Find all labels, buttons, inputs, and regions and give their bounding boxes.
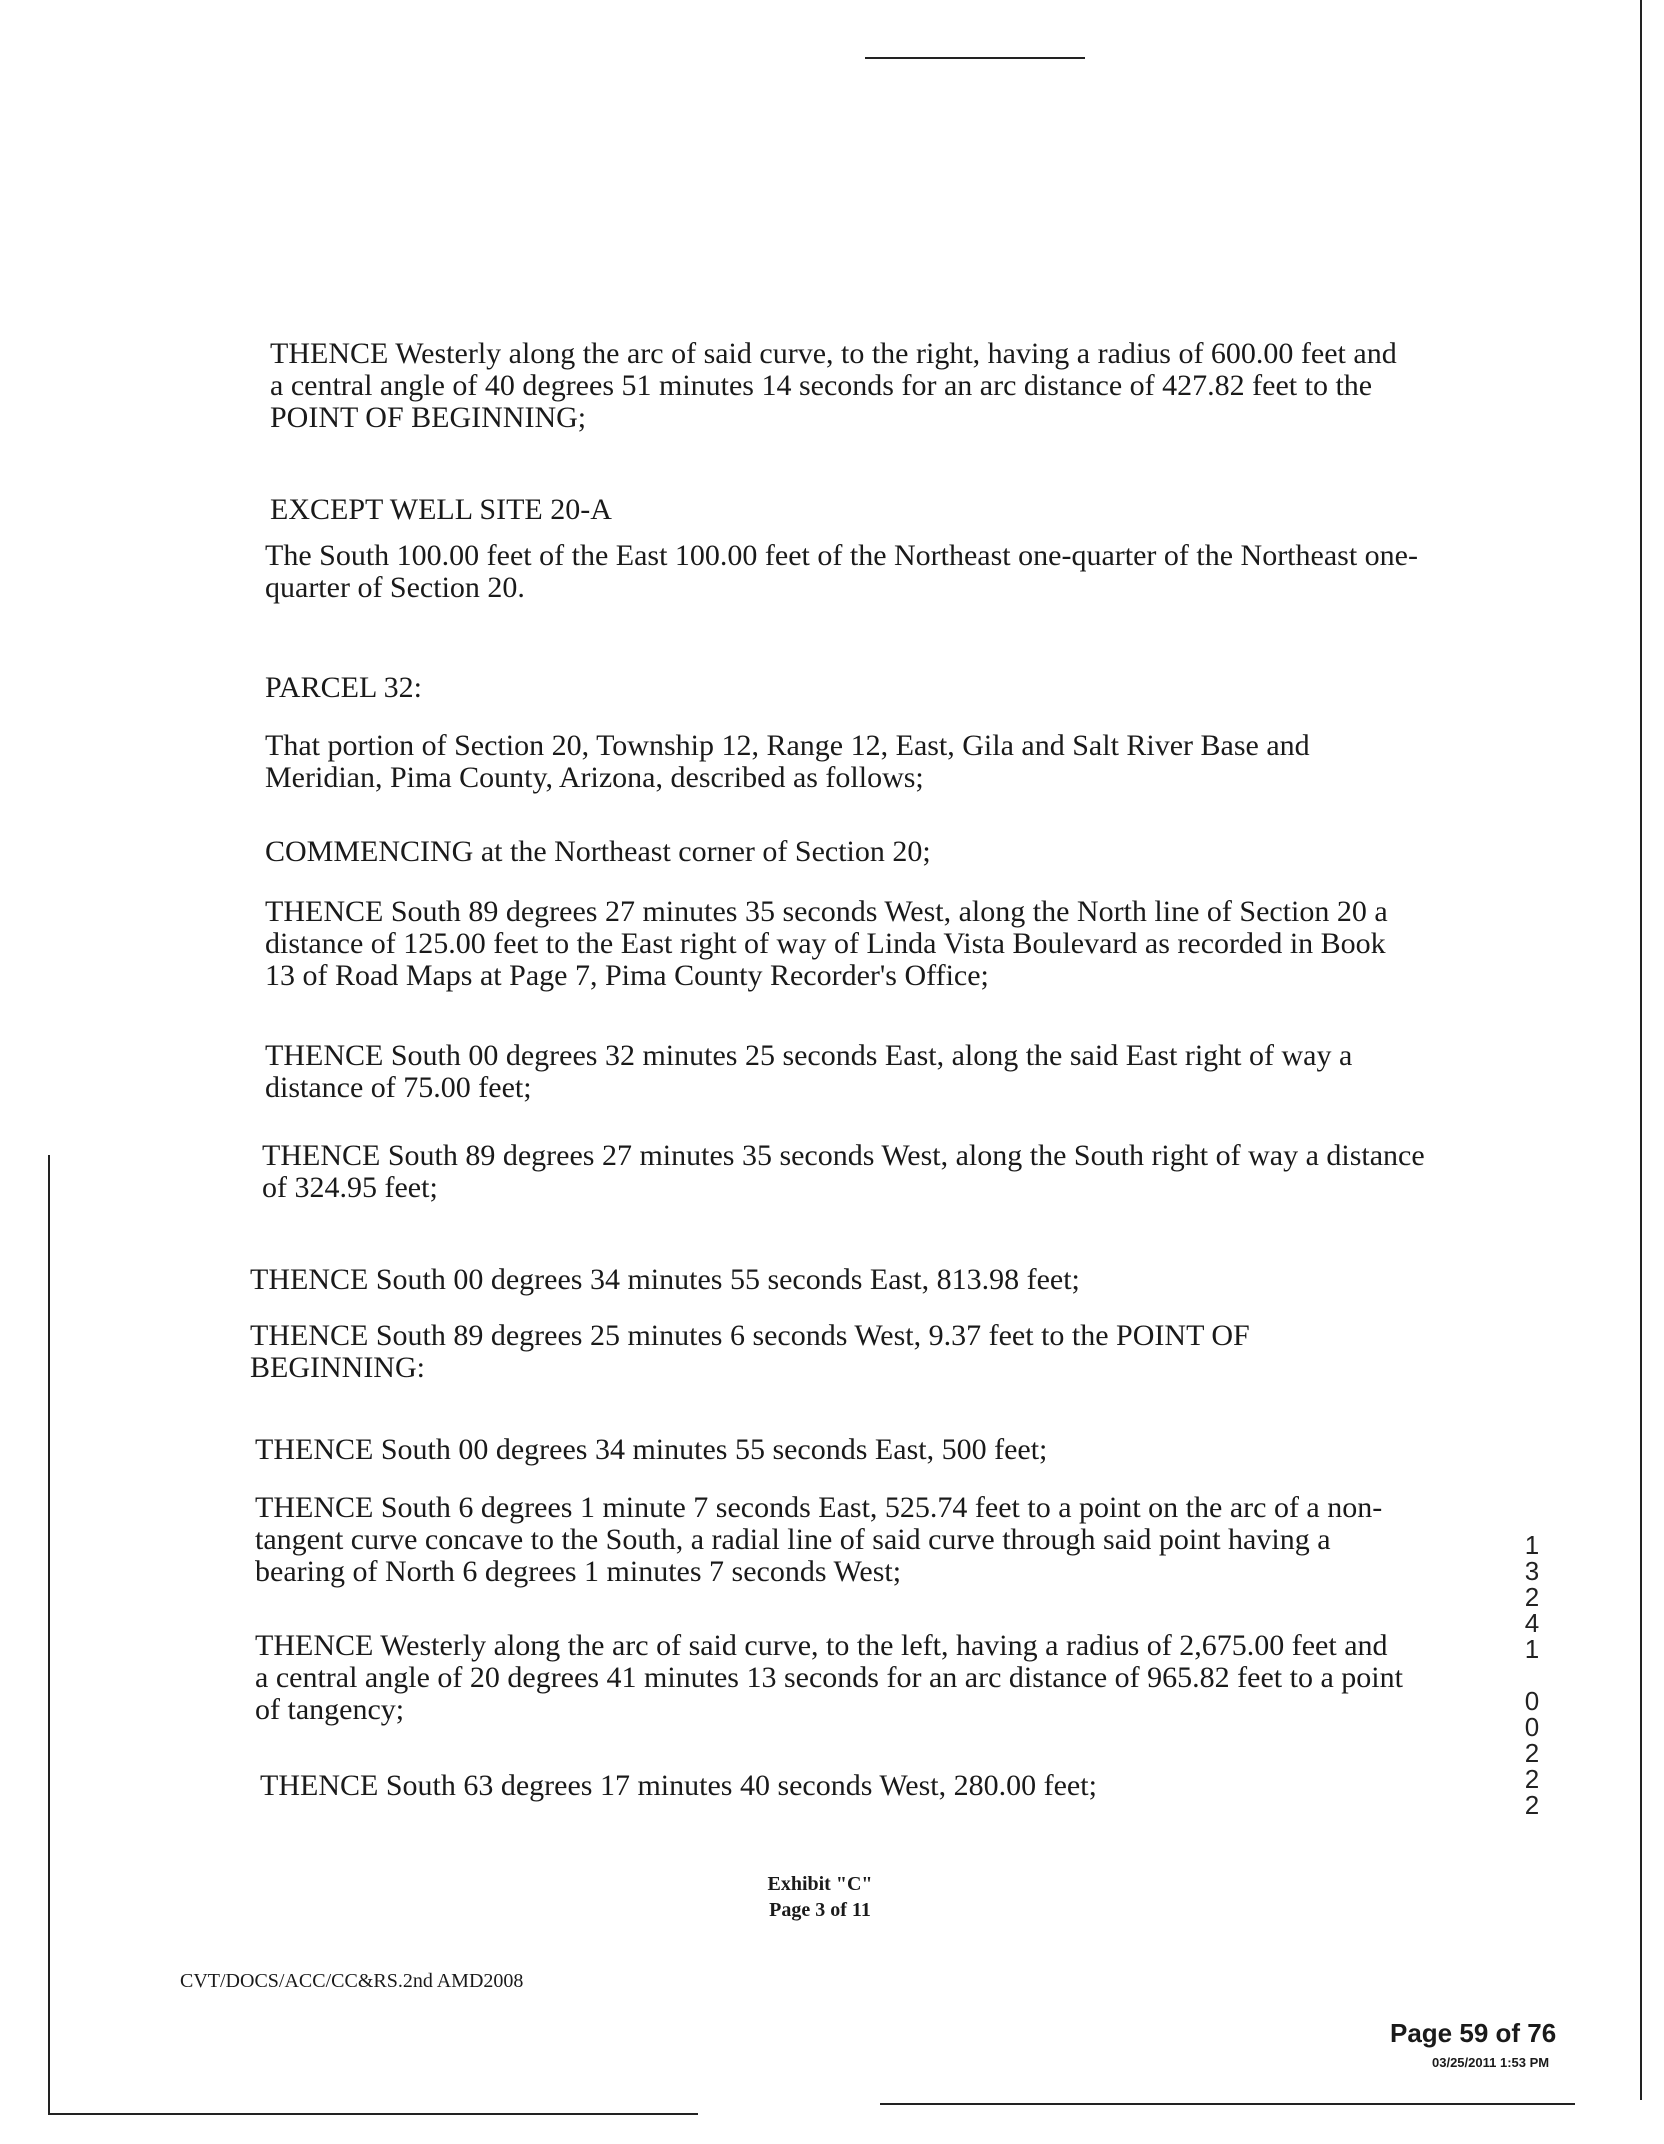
legal-paragraph [270,338,1400,434]
right-page-edge [1640,0,1642,2100]
text-line: The South 100.00 feet of the East 100.00 feet of the Northeast one-quarter of the Northeast one- [265,539,1418,572]
legal-paragraph: COMMENCING at the Northeast corner of Section 20; [265,835,931,868]
timestamp: 03/25/2011 1:53 PM [1432,2055,1550,2070]
bottom-rule-left [48,2113,698,2115]
legal-paragraph [265,896,1400,992]
text-line: Meridian, Pima County, Arizona, described as follows; [265,761,924,794]
text-line: BEGINNING: [250,1351,425,1384]
text-line: THENCE Westerly along the arc of said curve, to the right, having a radius of 600.00 feet and [270,337,1397,370]
text-line: THENCE South 00 degrees 32 minutes 25 seconds East, along the said East right of way a [265,1039,1353,1072]
text-line: THENCE Westerly along the arc of said curve, to the left, having a radius of 2,675.00 feet and [255,1629,1388,1662]
text-line: bearing of North 6 degrees 1 minutes 7 seconds West; [255,1555,902,1588]
text-line: quarter of Section 20. [265,571,525,604]
legal-paragraph [250,1320,1400,1384]
text-line: THENCE South 89 degrees 27 minutes 35 seconds West, along the North line of Section 20 a [265,895,1388,928]
legal-paragraph [265,1040,1400,1104]
text-line: THENCE South 6 degrees 1 minute 7 seconds East, 525.74 feet to a point on the arc of a non- [255,1491,1383,1524]
exhibit-page-label: Page 3 of 11 [769,1899,871,1921]
top-scan-line [865,57,1085,59]
left-scan-mark [48,1155,50,2115]
text-line: That portion of Section 20, Township 12, Range 12, East, Gila and Salt River Base and [265,729,1310,762]
legal-paragraph [262,1139,1425,1204]
text-line: THENCE South 89 degrees 27 minutes 35 seconds West, along the South right of way a distance [262,1139,1425,1172]
text-line: a central angle of 20 degrees 41 minutes 13 seconds for an arc distance of 965.82 feet to a point [255,1661,1403,1694]
legal-paragraph [265,730,1400,794]
legal-paragraph [255,1492,1400,1588]
legal-paragraph: THENCE South 00 degrees 34 minutes 55 seconds East, 813.98 feet; [250,1263,1080,1296]
text-line: 13 of Road Maps at Page 7, Pima County Recorder's Office; [265,959,989,992]
page-number: Page 59 of 76 [1390,2018,1557,2048]
text-line: distance of 125.00 feet to the East right of way of Linda Vista Boulevard as recorded in Book [265,927,1386,960]
text-line: of tangency; [255,1693,405,1726]
legal-paragraph: THENCE South 63 degrees 17 minutes 40 seconds West, 280.00 feet; [260,1769,1097,1802]
section-heading: EXCEPT WELL SITE 20-A [270,493,612,526]
text-line: THENCE South 89 degrees 25 minutes 6 seconds West, 9.37 feet to the POINT OF [250,1319,1250,1352]
text-line: a central angle of 40 degrees 51 minutes 14 seconds for an arc distance of 427.82 feet to the [270,369,1373,402]
text-line: tangent curve concave to the South, a radial line of said curve through said point having a [255,1523,1331,1556]
text-line: POINT OF BEGINNING; [270,401,587,434]
exhibit-label: Exhibit "C" [767,1873,873,1895]
legal-paragraph [255,1629,1403,1726]
bottom-rule-right [880,2103,1575,2105]
margin-recording-number: 1 3 2 4 1 0 0 2 2 2 [1524,1530,1540,1820]
legal-paragraph [265,539,1418,604]
legal-paragraph: THENCE South 00 degrees 34 minutes 55 seconds East, 500 feet; [255,1433,1048,1466]
parcel-heading: PARCEL 32: [265,671,422,704]
text-line: of 324.95 feet; [262,1171,438,1204]
text-line: distance of 75.00 feet; [265,1071,532,1104]
document-reference: CVT/DOCS/ACC/CC&RS.2nd AMD2008 [180,1970,524,1992]
